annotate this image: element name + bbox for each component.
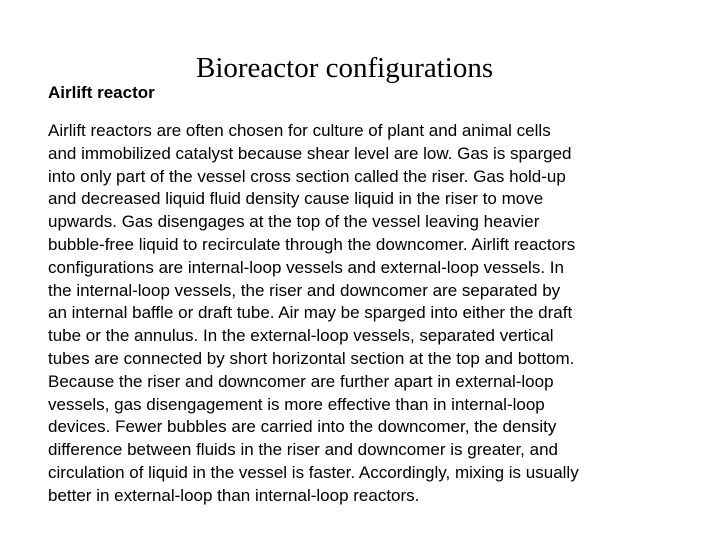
body-line: Because the riser and downcomer are further apart in external-loop	[48, 371, 554, 391]
body-line: and decreased liquid fluid density cause liquid in the riser to move	[48, 189, 544, 209]
body-line: circulation of liquid in the vessel is faster. Accordingly, mixing is usually	[48, 462, 579, 482]
body-paragraph	[48, 120, 688, 508]
body-line: difference between fluids in the riser and downcomer is greater, and	[48, 440, 558, 460]
body-line: tube or the annulus. In the external-loop vessels, separated vertical	[48, 326, 554, 346]
body-line: tubes are connected by short horizontal section at the top and bottom.	[48, 348, 575, 368]
slide-title: Bioreactor configurations	[196, 52, 494, 84]
body-line: bubble-free liquid to recirculate through the downcomer. Airlift reactors	[48, 234, 576, 254]
body-line: configurations are internal-loop vessels and external-loop vessels. In	[48, 257, 564, 277]
body-line: devices. Fewer bubbles are carried into the downcomer, the density	[48, 417, 557, 437]
body-line: an internal baffle or draft tube. Air may be sparged into either the draft	[48, 303, 573, 323]
body-line: vessels, gas disengagement is more effective than in internal-loop	[48, 394, 545, 414]
body-line: better in external-loop than internal-loop reactors.	[48, 485, 420, 505]
body-line: into only part of the vessel cross section called the riser. Gas hold-up	[48, 166, 566, 186]
body-line: the internal-loop vessels, the riser and downcomer are separated by	[48, 280, 561, 300]
body-line: Airlift reactors are often chosen for culture of plant and animal cells	[48, 121, 551, 140]
section-label: Airlift reactor	[48, 83, 155, 102]
body-line: upwards. Gas disengages at the top of the vessel leaving heavier	[48, 212, 540, 232]
body-line: and immobilized catalyst because shear level are low. Gas is sparged	[48, 143, 572, 163]
